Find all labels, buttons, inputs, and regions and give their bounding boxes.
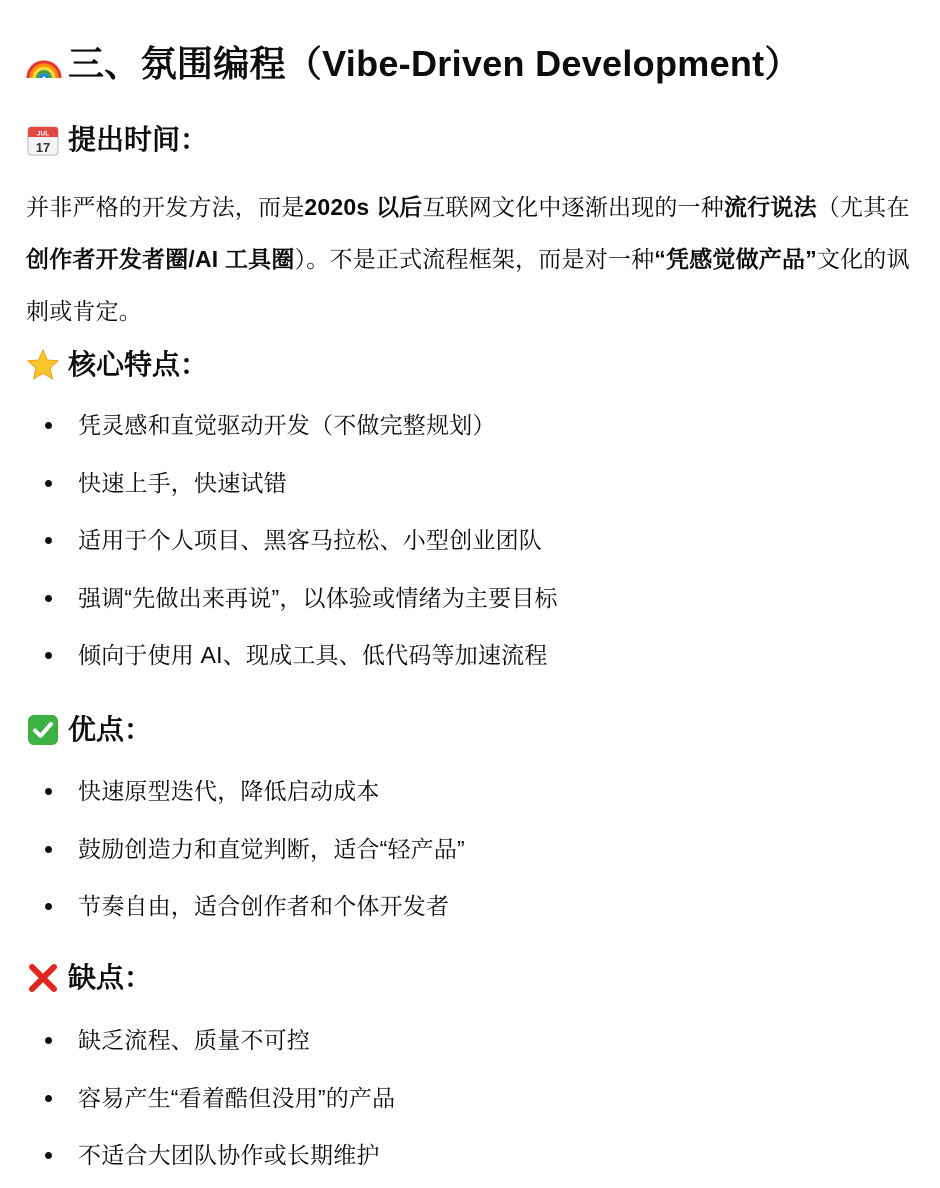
- para-bold-4: “凭感觉做产品”: [654, 246, 817, 272]
- cross-mark-icon: [26, 961, 60, 995]
- list-item: [26, 1070, 906, 1128]
- para-text-1: 并非严格的开发方法，而是: [26, 194, 305, 220]
- calendar-icon: [26, 123, 60, 157]
- list-item-text: 强调“先做出来再说”，以体验或情绪为主要目标: [78, 584, 558, 611]
- cons-heading-text: 缺点：: [68, 962, 153, 993]
- bullet-dot: [45, 480, 52, 487]
- page-title-text: 三、氛围编程（Vibe-Driven Development）: [68, 43, 801, 84]
- list-item-text: 不适合大团队协作或长期维护: [78, 1142, 380, 1168]
- list-item: [26, 1127, 906, 1185]
- pros-heading: [26, 710, 152, 750]
- list-item: [26, 627, 906, 685]
- para-bold-2: 流行说法: [723, 194, 817, 220]
- list-item: [26, 821, 906, 879]
- para-text-2: 互联网文化中逐渐出现的一种: [422, 194, 724, 220]
- list-item: [26, 570, 906, 628]
- features-heading: [26, 345, 208, 385]
- time-heading-text: 提出时间：: [68, 124, 209, 155]
- list-item: [26, 512, 906, 570]
- cons-heading: [26, 958, 152, 998]
- list-item-text: 适用于个人项目、黑客马拉松、小型创业团队: [78, 527, 542, 553]
- bullet-dot: [45, 903, 52, 910]
- bullet-dot: [45, 1037, 52, 1044]
- list-item: [26, 455, 906, 513]
- list-item-text: 节奏自由，适合创作者和个体开发者: [78, 893, 450, 919]
- pros-list: [26, 763, 906, 936]
- list-item: [26, 878, 906, 936]
- time-paragraph: [26, 181, 914, 337]
- list-item-text: 凭灵感和直觉驱动开发（不做完整规划）: [78, 412, 496, 438]
- star-icon: [26, 348, 60, 382]
- calendar-day: 17: [35, 140, 51, 155]
- features-list: [26, 397, 906, 685]
- list-item-text: 快速上手，快速试错: [78, 469, 287, 496]
- bullet-dot: [45, 788, 52, 795]
- bullet-dot: [45, 1095, 52, 1102]
- page-title: [26, 38, 801, 90]
- bullet-dot: [45, 652, 52, 659]
- bullet-dot: [45, 537, 52, 544]
- list-item-text: 倾向于使用 AI、现成工具、低代码等加速流程: [78, 642, 548, 668]
- para-text-3: （尤其在: [816, 194, 910, 220]
- para-text-4: ）。不是正式流程框架，而是对一种: [294, 246, 655, 272]
- bullet-dot: [45, 846, 52, 853]
- bullet-dot: [45, 1152, 52, 1159]
- bullet-dot: [45, 595, 52, 602]
- bullet-dot: [45, 422, 52, 429]
- cons-list: [26, 1012, 906, 1185]
- time-heading: [26, 120, 208, 160]
- para-text-5: 文化的讽刺或肯定。: [26, 246, 910, 324]
- calendar-month: JUL: [36, 130, 50, 138]
- rainbow-icon: [26, 46, 62, 82]
- list-item: [26, 763, 906, 821]
- list-item: [26, 397, 906, 455]
- list-item-text: 快速原型迭代，降低启动成本: [78, 778, 380, 804]
- list-item-text: 容易产生“看着酷但没用”的产品: [78, 1084, 396, 1111]
- pros-heading-text: 优点：: [68, 714, 153, 745]
- check-mark-icon: [26, 713, 60, 747]
- list-item-text: 缺乏流程、质量不可控: [78, 1027, 310, 1053]
- features-heading-text: 核心特点：: [68, 349, 209, 380]
- list-item: [26, 1012, 906, 1070]
- para-bold-3: 创作者开发者圈/AI 工具圈: [26, 246, 295, 272]
- para-bold-1: 2020s 以后: [304, 194, 423, 220]
- list-item-text: 鼓励创造力和直觉判断，适合“轻产品”: [78, 835, 465, 862]
